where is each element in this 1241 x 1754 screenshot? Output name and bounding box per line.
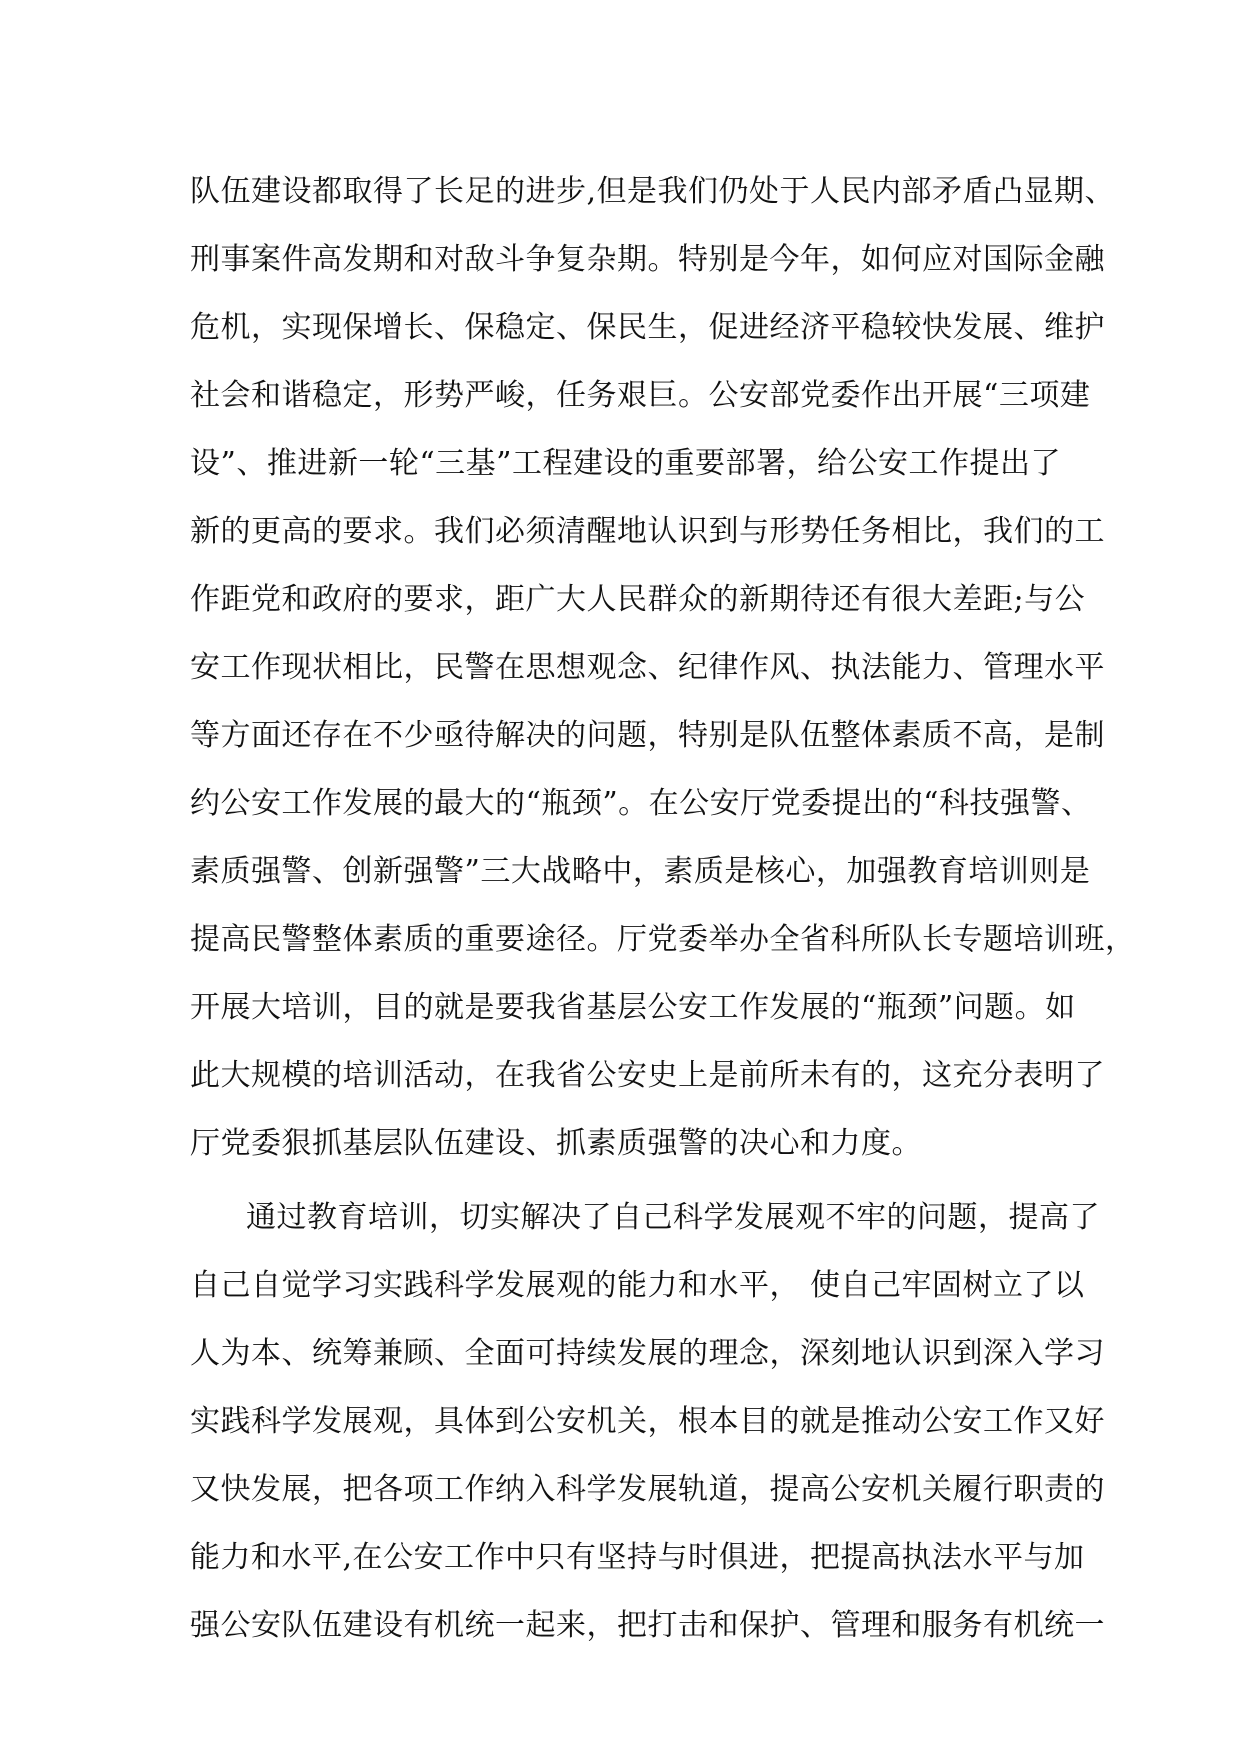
text-line: 安工作现状相比，民警在思想观念、纪律作风、执法能力、管理水平 (190, 650, 1105, 685)
text-line: 等方面还存在不少亟待解决的问题，特别是队伍整体素质不高，是制 (190, 718, 1105, 753)
text-line: 通过教育培训，切实解决了自己科学发展观不牢的问题，提高了 (246, 1200, 1100, 1235)
body-text (190, 158, 1136, 1660)
text-line: 人为本、统筹兼顾、全面可持续发展的理念，深刻地认识到深入学习 (190, 1336, 1105, 1371)
text-line: 作距党和政府的要求，距广大人民群众的新期待还有很大差距;与公 (190, 582, 1086, 617)
text-line: 此大规模的培训活动，在我省公安史上是前所未有的，这充分表明了 (190, 1058, 1105, 1093)
text-line: 设”、推进新一轮“三基”工程建设的重要部署，给公安工作提出了 (190, 446, 1062, 481)
text-line: 提高民警整体素质的重要途径。厅党委举办全省科所队长专题培训班， (190, 922, 1136, 957)
paragraph-1 (190, 158, 1136, 1178)
paragraph-2 (190, 1184, 1105, 1660)
text-line: 自己自觉学习实践科学发展观的能力和水平， 使自己牢固树立了以 (190, 1268, 1085, 1303)
text-line: 刑事案件高发期和对敌斗争复杂期。特别是今年，如何应对国际金融 (190, 242, 1105, 277)
text-line: 实践科学发展观，具体到公安机关，根本目的就是推动公安工作又好 (190, 1404, 1105, 1439)
text-line: 约公安工作发展的最大的“瓶颈”。在公安厅党委提出的“科技强警、 (190, 786, 1092, 821)
text-line: 危机，实现保增长、保稳定、保民生，促进经济平稳较快发展、维护 (190, 310, 1105, 345)
text-line: 社会和谐稳定，形势严峻，任务艰巨。公安部党委作出开展“三项建 (190, 378, 1091, 413)
text-line: 厅党委狠抓基层队伍建设、抓素质强警的决心和力度。 (190, 1126, 922, 1161)
text-line: 开展大培训，目的就是要我省基层公安工作发展的“瓶颈”问题。如 (190, 990, 1076, 1025)
text-line: 又快发展，把各项工作纳入科学发展轨道，提高公安机关履行职责的 (190, 1472, 1105, 1507)
text-line: 能力和水平,在公安工作中只有坚持与时俱进，把提高执法水平与加 (190, 1540, 1085, 1575)
text-line: 强公安队伍建设有机统一起来，把打击和保护、管理和服务有机统一 (190, 1608, 1105, 1643)
text-line: 新的更高的要求。我们必须清醒地认识到与形势任务相比，我们的工 (190, 514, 1105, 549)
text-line: 素质强警、创新强警”三大战略中，素质是核心，加强教育培训则是 (190, 854, 1091, 889)
text-line: 队伍建设都取得了长足的进步,但是我们仍处于人民内部矛盾凸显期、 (190, 174, 1116, 209)
